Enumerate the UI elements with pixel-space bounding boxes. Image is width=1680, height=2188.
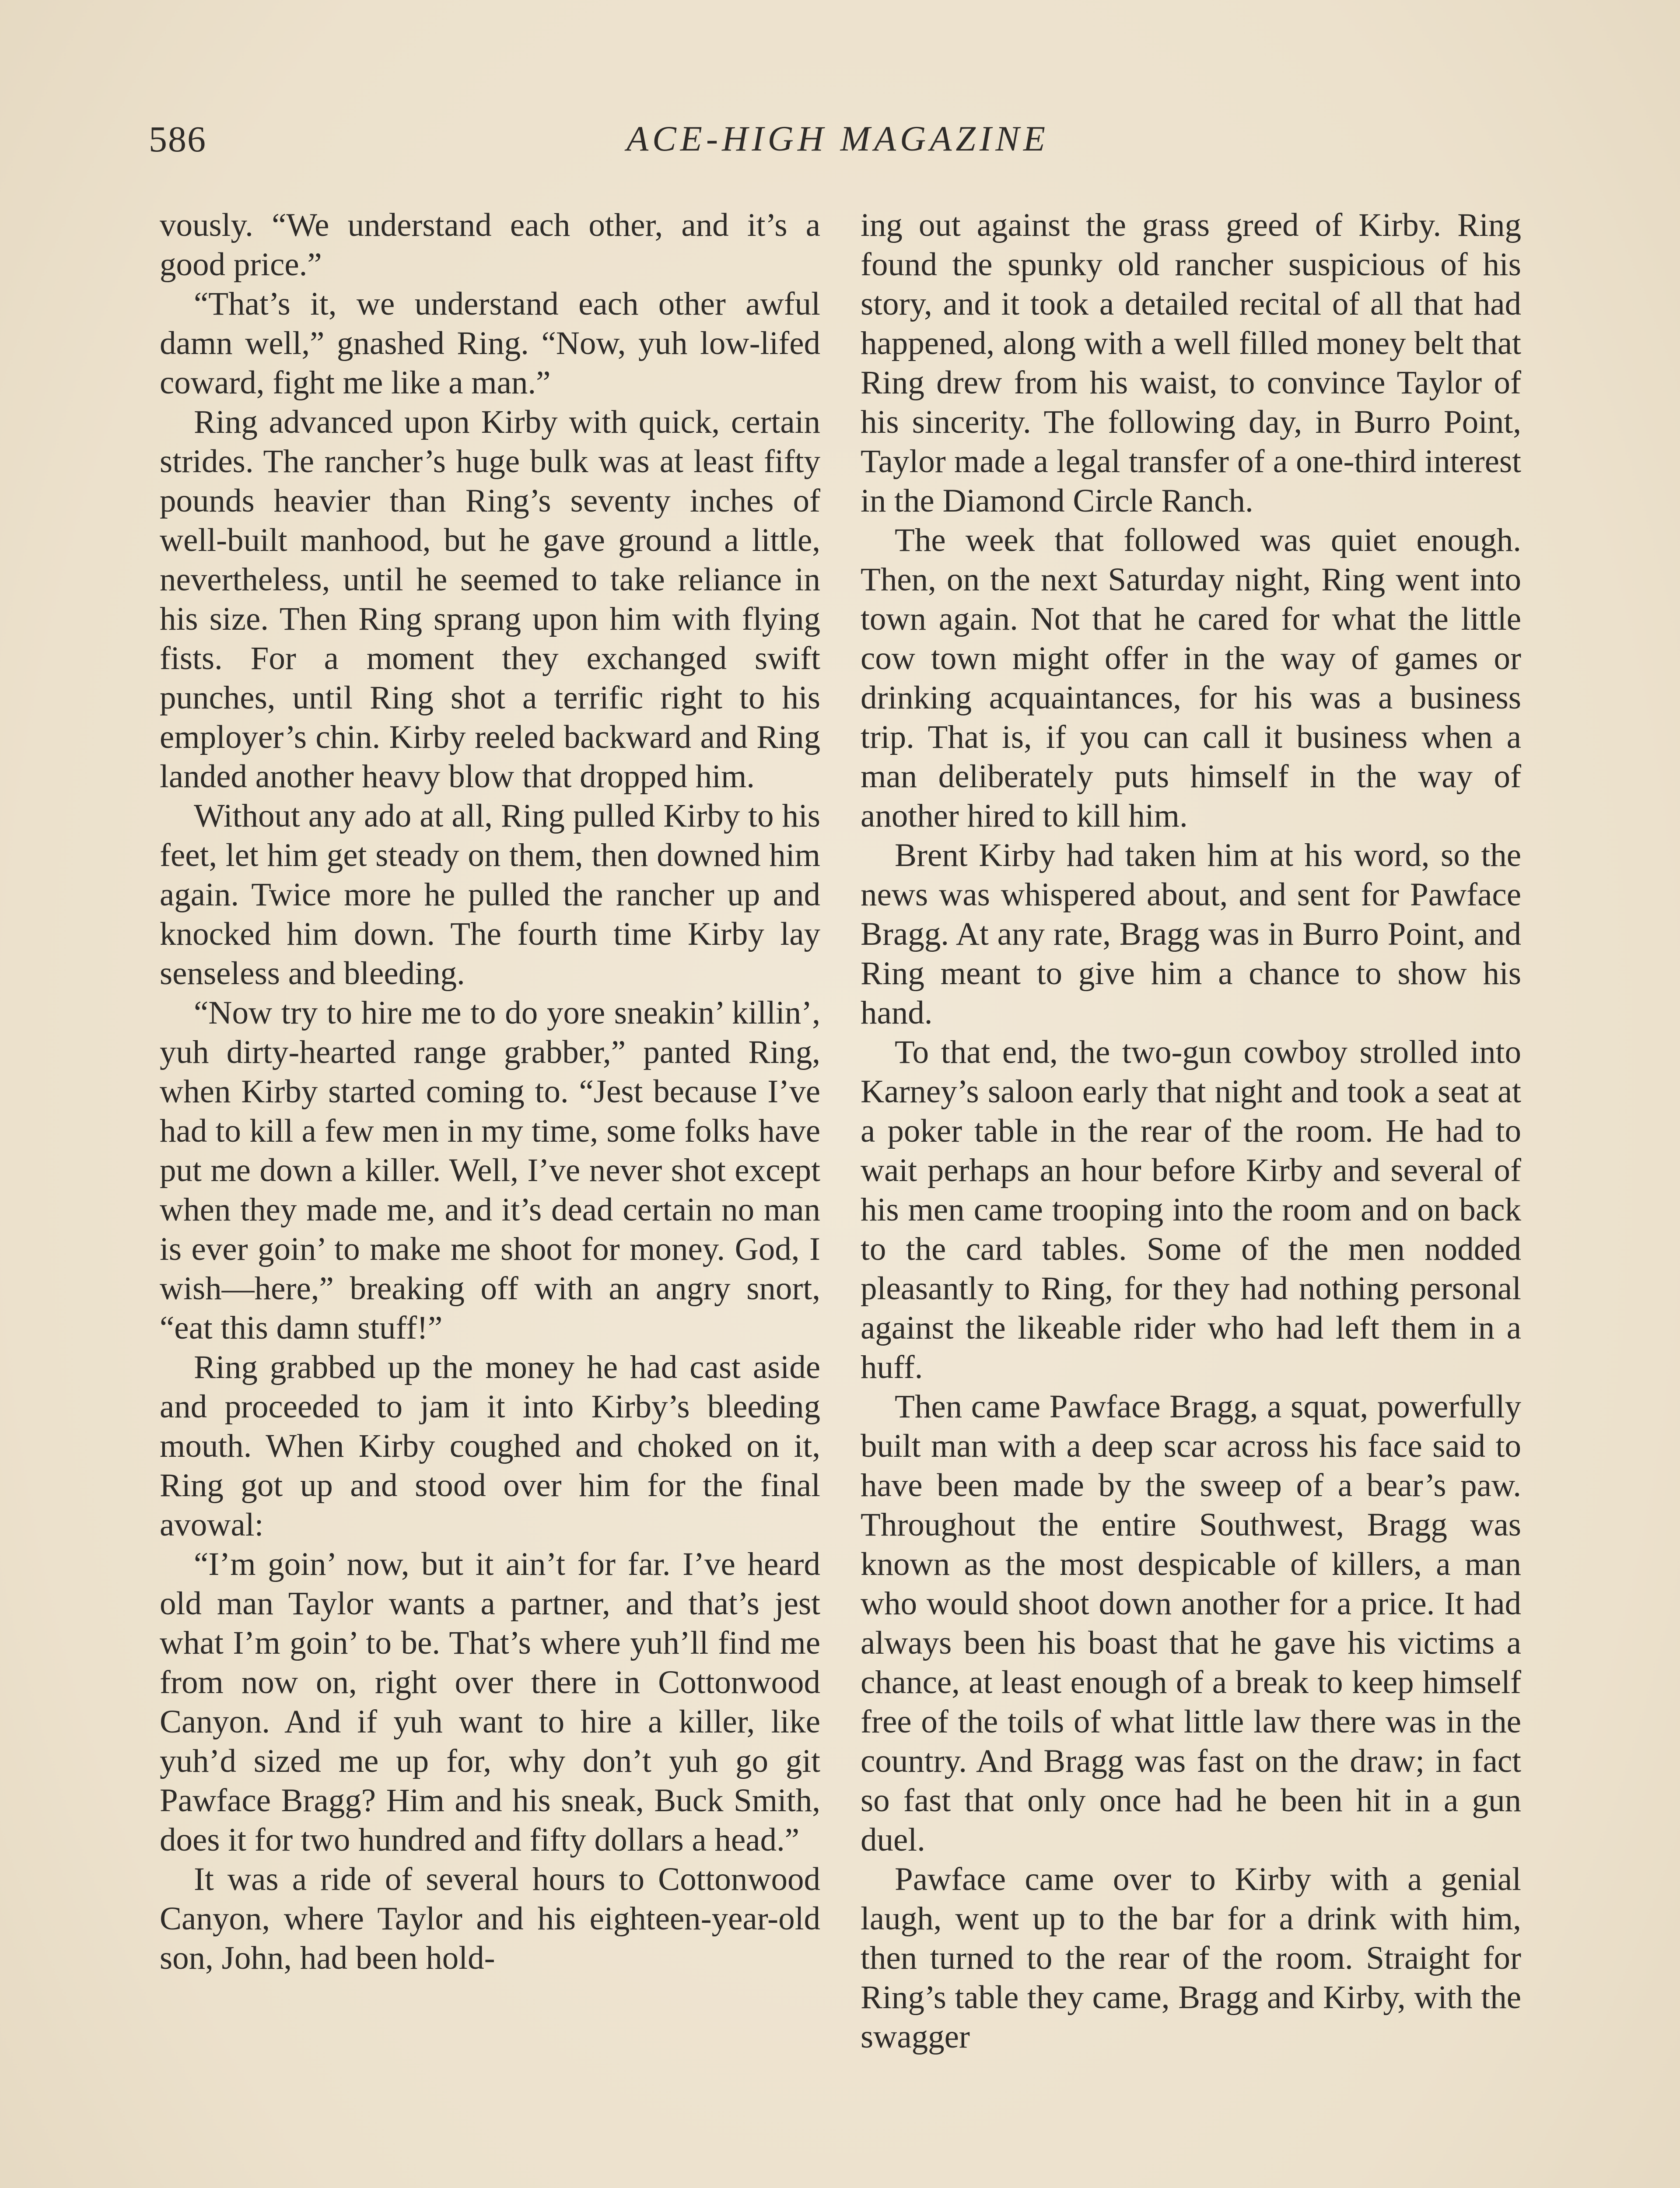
paragraph: Without any ado at all, Ring pulled Kirby to his feet, let him get steady on them, then downed him again. Twice more he pulled the rancher up and knocked him down. The fourth time Kirby lay senseless and bleeding. [160,798,820,992]
paragraph: “Now try to hire me to do yore sneakin’ killin’, yuh dirty-hearted range grabber,” panted Ring, when Kirby started coming to. “Jest because I’ve had to kill a few men in my time, some folks have put me down a killer. Well, I’ve never shot except when they made me, and it’s dead certain no man is ever goin’ to make me shoot for money. God, I wish—here,” breaking off with an angry snort, “eat this damn stuff!” [160,995,820,1346]
paragraph: Ring grabbed up the money he had cast aside and proceeded to jam it into Kirby’s bleeding mouth. When Kirby coughed and choked on it, Ring got up and stood over him for the final avowal: [160,1349,820,1543]
running-head: ACE-HIGH MAGAZINE [626,119,1050,158]
right-column [861,206,1521,2057]
paragraph: “That’s it, we understand each other awful damn well,” gnashed Ring. “Now, yuh low-lifed coward, fight me like a man.” [160,286,820,401]
paragraph: vously. “We understand each other, and it’s a good price.” [160,207,820,283]
paragraph: Brent Kirby had taken him at his word, so the news was whispered about, and sent for Pawface Bragg. At any rate, Bragg was in Burro Point, and Ring meant to give him a chance to show his hand. [861,837,1521,1031]
paragraph: It was a ride of several hours to Cottonwood Canyon, where Taylor and his eighteen-year-old son, John, had been hold- [160,1861,820,1976]
left-column [160,206,820,1978]
paragraph: Ring advanced upon Kirby with quick, certain strides. The rancher’s huge bulk was at least fifty pounds heavier than Ring’s seventy inches of well-built manhood, but he gave ground a little, nevertheless, until he seemed to take reliance in his size. Then Ring sprang upon him with flying fists. For a moment they exchanged swift punches, until Ring shot a terrific right to his employer’s chin. Kirby reeled backward and Ring landed another heavy blow that dropped him. [160,404,820,795]
paragraph: To that end, the two-gun cowboy strolled into Karney’s saloon early that night and took a seat at a poker table in the rear of the room. He had to wait perhaps an hour before Kirby and several of his men came trooping into the room and on back to the card tables. Some of the men nodded pleasantly to Ring, for they had nothing personal against the likeable rider who had left them in a huff. [861,1034,1521,1385]
paragraph: Pawface came over to Kirby with a genial laugh, went up to the bar for a drink with him, then turned to the rear of the room. Straight for Ring’s table they came, Bragg and Kirby, with the swagger [861,1861,1521,2055]
paragraph: ing out against the grass greed of Kirby. Ring found the spunky old rancher suspicious of his story, and it took a detailed recital of all that had happened, along with a well filled money belt that Ring drew from his waist, to convince Taylor of his sincerity. The following day, in Burro Point, Taylor made a legal transfer of a one-third interest in the Diamond Circle Ranch. [861,207,1521,519]
paragraph: “I’m goin’ now, but it ain’t for far. I’ve heard old man Taylor wants a partner, and that’s jest what I’m goin’ to be. That’s where yuh’ll find me from now on, right over there in Cottonwood Canyon. And if yuh want to hire a killer, like yuh’d sized me up for, why don’t yuh go git Pawface Bragg? Him and his sneak, Buck Smith, does it for two hundred and fifty dollars a head.” [160,1546,820,1858]
paragraph: The week that followed was quiet enough. Then, on the next Saturday night, Ring went into town again. Not that he cared for what the little cow town might offer in the way of games or drinking acquaintances, for his was a business trip. That is, if you can call it business when a man deliberately puts himself in the way of another hired to kill him. [861,522,1521,834]
page-number: 586 [149,119,206,160]
paragraph: Then came Pawface Bragg, a squat, powerfully built man with a deep scar across his face said to have been made by the sweep of a bear’s paw. Throughout the entire Southwest, Bragg was known as the most despicable of killers, a man who would shoot down another for a price. It had always been his boast that he gave his victims a chance, at least enough of a break to keep himself free of the toils of what little law there was in the country. And Bragg was fast on the draw; in fact so fast that only once had he been hit in a gun duel. [861,1389,1521,1858]
page-header [149,118,1527,179]
